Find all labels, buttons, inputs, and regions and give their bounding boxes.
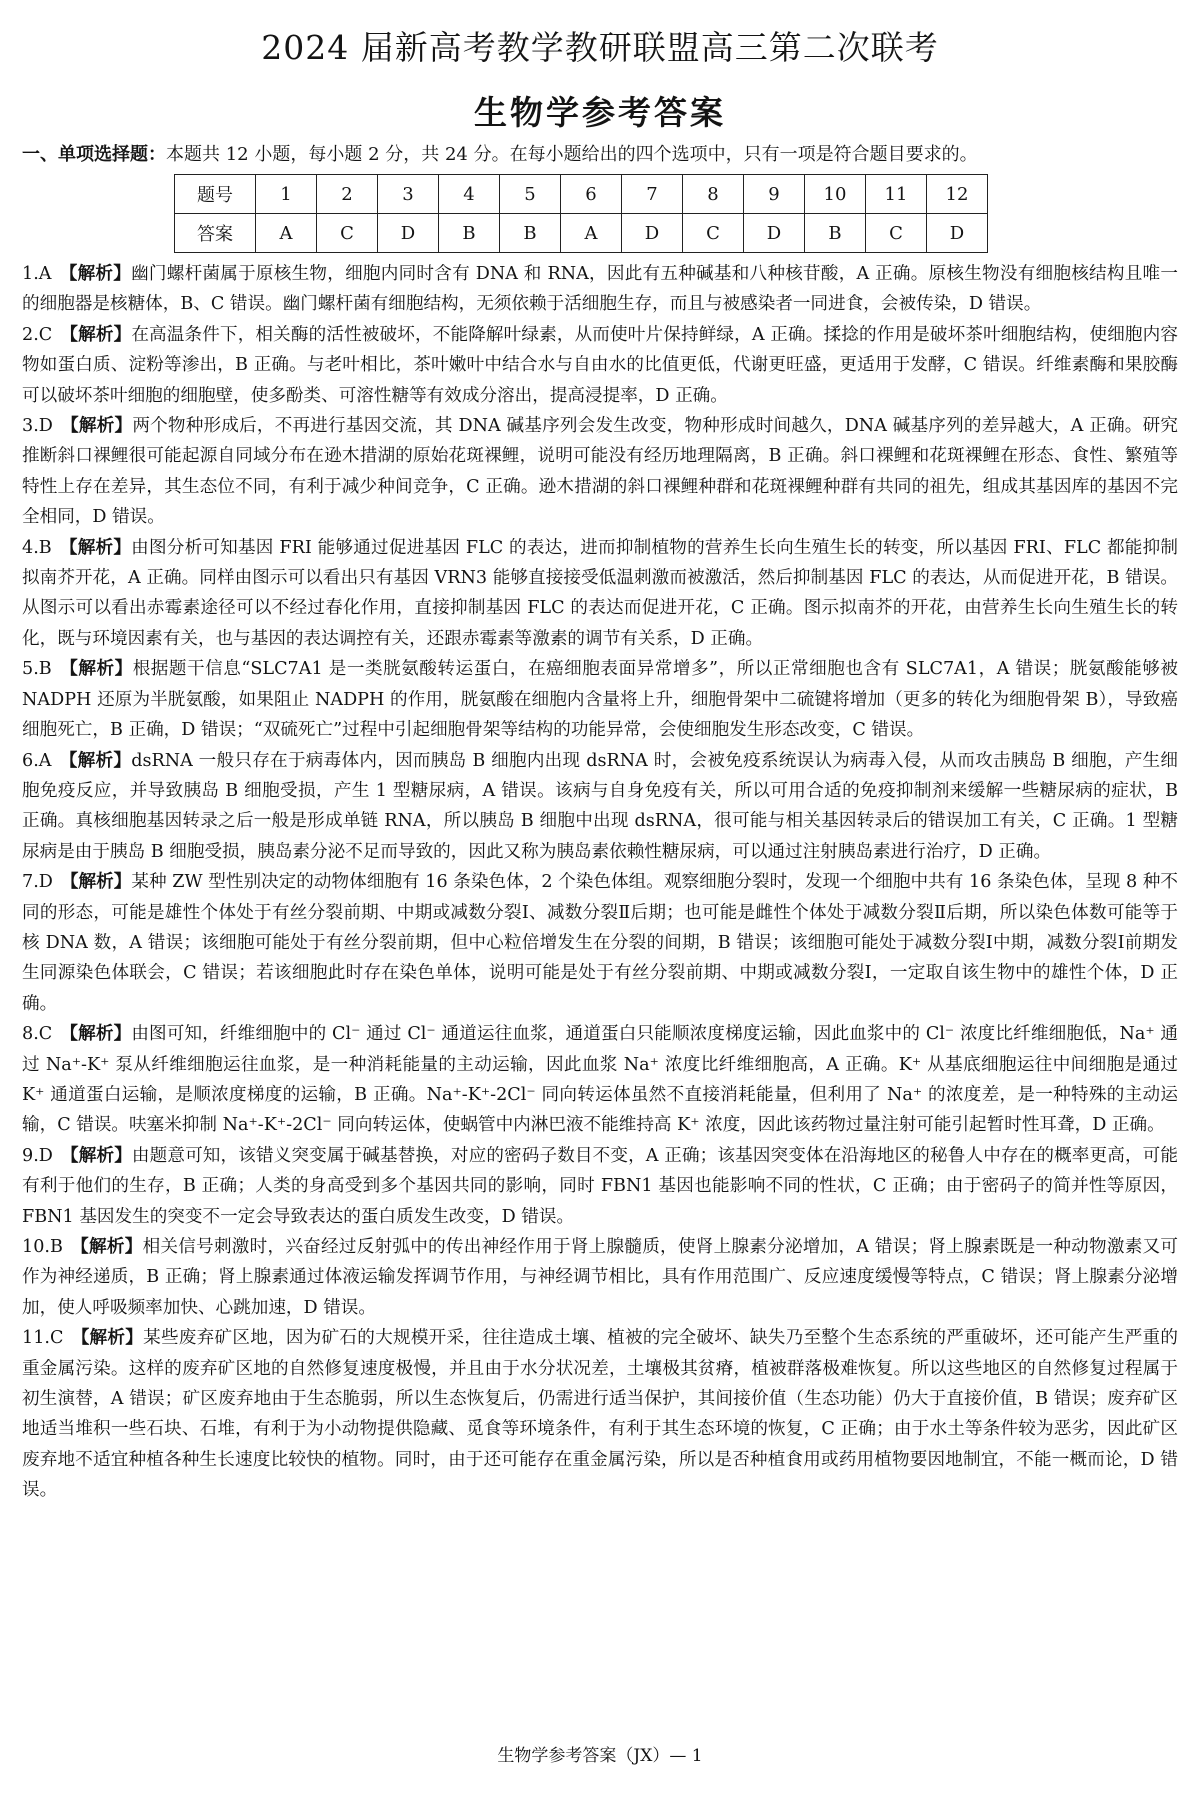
analysis-tag: 【解析】 (59, 750, 132, 771)
page-footer: 生物学参考答案（JX）— 1 (497, 1746, 703, 1766)
question-number: 1 (256, 175, 317, 214)
question-number: 7 (622, 175, 683, 214)
section-label: 一、单项选择题： (22, 144, 166, 165)
analysis-tag: 【解析】 (71, 1328, 144, 1349)
item-text: 某些废弃矿区地，因为矿石的大规模开采，往往造成土壤、植被的完全破坏、缺失乃至整个生态系统的严重破坏，还可能产生严重的重金属污染。这样的废弃矿区地的自然修复速度极慢，并且由于水分状况差，土壤极其贫瘠，植被群落极难恢复。所以这些地区的自然修复过程属于初生演替，A 错误；矿区废弃地由于生态脆弱，所以生态恢复后，仍需进行适当保护，其间接价值（生态功能）仍大于直接价值，B 错误；废弃矿区地适当堆积一些石块、石堆，有利于为小动物提供隐藏、觅食等环境条件，有利于其生态环境的恢复，C 正确；由于水土等条件较为恶劣，因此矿区废弃地不适宜种植各种生长速度比较快的植物。同时，由于还可能存在重金属污染，所以是否种植食用或药用植物要因地制宜，不能一概而论，D 错误。 (22, 1328, 1178, 1501)
explanation-item (22, 867, 1178, 1019)
item-number: 3.D (22, 416, 53, 437)
analysis-tag: 【解析】 (60, 872, 132, 893)
item-number: 8.C (22, 1024, 53, 1045)
row-label-numbers: 题号 (175, 175, 256, 214)
item-number: 10.B (22, 1237, 63, 1257)
answer-cell: A (256, 214, 317, 253)
analysis-tag: 【解析】 (60, 416, 133, 437)
answer-cell: D (927, 214, 988, 253)
question-number: 9 (744, 175, 805, 214)
item-text: 由图分析可知基因 FRI 能够通过促进基因 FLC 的表达，进而抑制植物的营养生长向生殖生长的转变，所以基因 FRI、FLC 都能抑制拟南芥开花，A 正确。同样由图示可以看出只有基因 VRN3 能够直接接受低温刺激而被激活，然后抑制基因 FLC 的表达，从而促进开花，B 错误。从图示可以看出赤霉素途径可以不经过春化作用，直接抑制基因 FLC 的表达而促进开花，C 正确。图示拟南芥的开花，由营养生长向生殖生长的转化，既与环境因素有关，也与基因的表达调控有关，还跟赤霉素等激素的调节有关系，D 正确。 (22, 537, 1178, 649)
explanation-item (22, 746, 1178, 868)
page-title: 2024 届新高考教学教研联盟高三第二次联考 (261, 28, 939, 67)
explanation-item (22, 1323, 1178, 1505)
analysis-tag: 【解析】 (60, 1145, 132, 1166)
item-number: 2.C (22, 324, 53, 345)
item-text: 由题意可知，该错义突变属于碱基替换，对应的密码子数目不变，A 正确；该基因突变体在沿海地区的秘鲁人中存在的概率更高，可能有利于他们的生存，B 正确；人类的身高受到多个基因共同的影响，同时 FBN1 基因也能影响不同的性状，C 正确；由于密码子的简并性等原因，FBN1 基因发生的突变不一定会导致表达的蛋白质发生改变，D 错误。 (22, 1145, 1178, 1227)
item-text: 幽门螺杆菌属于原核生物，细胞内同时含有 DNA 和 RNA，因此有五种碱基和八种核苷酸，A 正确。原核生物没有细胞核结构且唯一的细胞器是核糖体，B、C 错误。幽门螺杆菌有细胞结构，无须依赖于活细胞生存，而且与被感染者一同进食，会被传染，D 错误。 (22, 264, 1178, 315)
question-number: 6 (561, 175, 622, 214)
explanation-item (22, 259, 1178, 320)
question-number: 11 (866, 175, 927, 214)
question-number: 12 (927, 175, 988, 214)
item-text: 在高温条件下，相关酶的活性被破坏，不能降解叶绿素，从而使叶片保持鲜绿，A 正确。揉捻的作用是破坏茶叶细胞结构，使细胞内容物如蛋白质、淀粉等渗出，B 正确。与老叶相比，茶叶嫩叶中结合水与自由水的比值更低，代谢更旺盛，更适用于发酵，C 错误。纤维素酶和果胶酶可以破坏茶叶细胞的细胞壁，使多酚类、可溶性糖等有效成分溶出，提高浸提率，D 正确。 (22, 324, 1178, 406)
explanation-item (22, 1141, 1178, 1232)
question-number: 8 (683, 175, 744, 214)
item-text: 两个物种形成后，不再进行基因交流，其 DNA 碱基序列会发生改变，物种形成时间越久，DNA 碱基序列的差异越大，A 正确。研究推断斜口裸鲤很可能起源自同域分布在逊木措湖的原始花斑裸鲤，说明可能没有经历地理隔离，B 正确。斜口裸鲤和花斑裸鲤在形态、食性、繁殖等特性上存在差异，其生态位不同，有利于减少种间竞争，C 正确。逊木措湖的斜口裸鲤种群和花斑裸鲤种群有共同的祖先，组成其基因库的基因不完全相同，D 错误。 (22, 416, 1178, 528)
section-heading (22, 142, 1178, 168)
answer-cell: D (622, 214, 683, 253)
item-number: 1.A (22, 264, 52, 284)
answer-cell: C (317, 214, 378, 253)
analysis-tag: 【解析】 (59, 659, 133, 680)
question-number: 3 (378, 175, 439, 214)
answer-table-row-numbers (175, 175, 988, 214)
item-text: 根据题干信息“SLC7A1 是一类胱氨酸转运蛋白，在癌细胞表面异常增多”，所以正常细胞也含有 SLC7A1，A 错误；胱氨酸能够被 NADPH 还原为半胱氨酸，如果阻止 NADPH 的作用，胱氨酸在细胞内含量将上升，细胞骨架中二硫键将增加（更多的转化为细胞骨架 B），导致癌细胞死亡，B 正确，D 错误；“双硫死亡”过程中引起细胞骨架等结构的功能异常，会使细胞发生形态改变，C 错误。 (22, 659, 1178, 741)
explanation-item (22, 1232, 1178, 1323)
answer-cell: A (561, 214, 622, 253)
answer-cell: D (378, 214, 439, 253)
question-number: 4 (439, 175, 500, 214)
analysis-tag: 【解析】 (70, 1237, 143, 1257)
item-text: 相关信号刺激时，兴奋经过反射弧中的传出神经作用于肾上腺髓质，使肾上腺素分泌增加，A 错误；肾上腺素既是一种动物激素又可作为神经递质，B 正确；肾上腺素通过体液运输发挥调节作用，与神经调节相比，具有作用范围广、反应速度缓慢等特点，C 错误；肾上腺素分泌增加，使人呼吸频率加快、心跳加速，D 错误。 (22, 1237, 1178, 1318)
item-number: 4.B (22, 537, 52, 558)
answer-cell: D (744, 214, 805, 253)
answer-cell: C (866, 214, 927, 253)
explanation-list (22, 259, 1178, 1506)
question-number: 2 (317, 175, 378, 214)
answer-table (174, 174, 988, 253)
item-number: 9.D (22, 1145, 53, 1166)
item-number: 5.B (22, 659, 52, 680)
explanation-item (22, 1019, 1178, 1141)
question-number: 5 (500, 175, 561, 214)
page-subtitle: 生物学参考答案 (474, 93, 726, 132)
explanation-item (22, 533, 1178, 655)
analysis-tag: 【解析】 (59, 264, 132, 284)
item-number: 6.A (22, 750, 52, 771)
item-text: dsRNA 一般只存在于病毒体内，因而胰岛 B 细胞内出现 dsRNA 时，会被免疫系统误认为病毒入侵，从而攻击胰岛 B 细胞，产生细胞免疫反应，并导致胰岛 B 细胞受损，产生 1 型糖尿病，A 错误。该病与自身免疫有关，所以可用合适的免疫抑制剂来缓解一些糖尿病的症状，B 正确。真核细胞基因转录之后一般是形成单链 RNA，所以胰岛 B 细胞中出现 dsRNA，很可能与相关基因转录后的错误加工有关，C 正确。1 型糖尿病是由于胰岛 B 细胞受损，胰岛素分泌不足而导致的，因此又称为胰岛素依赖性糖尿病，可以通过注射胰岛素进行治疗，D 正确。 (22, 750, 1178, 862)
answer-cell: C (683, 214, 744, 253)
item-number: 7.D (22, 872, 53, 893)
analysis-tag: 【解析】 (60, 1024, 132, 1045)
explanation-item (22, 320, 1178, 411)
explanation-item (22, 411, 1178, 533)
section-instruction: 本题共 12 小题，每小题 2 分，共 24 分。在每小题给出的四个选项中，只有一项是符合题目要求的。 (166, 144, 978, 165)
answer-table-row-answers (175, 214, 988, 253)
row-label-answers: 答案 (175, 214, 256, 253)
explanation-item (22, 654, 1178, 745)
analysis-tag: 【解析】 (59, 537, 132, 558)
answer-cell: B (500, 214, 561, 253)
item-text: 由图可知，纤维细胞中的 Cl⁻ 通过 Cl⁻ 通道运往血浆，通道蛋白只能顺浓度梯度运输，因此血浆中的 Cl⁻ 浓度比纤维细胞低，Na⁺ 通过 Na⁺-K⁺ 泵从纤维细胞运往血浆，是一种消耗能量的主动运输，因此血浆 Na⁺ 浓度比纤维细胞高，A 正确。K⁺ 从基底细胞运往中间细胞是通过 K⁺ 通道蛋白运输，是顺浓度梯度的运输，B 正确。Na⁺-K⁺-2Cl⁻ 同向转运体虽然不直接消耗能量，但利用了 Na⁺ 的浓度差，是一种特殊的主动运输，C 错误。呋塞米抑制 Na⁺-K⁺-2Cl⁻ 同向转运体，使蜗管中内淋巴液不能维持高 K⁺ 浓度，因此该药物过量注射可能引起暂时性耳聋，D 正确。 (22, 1024, 1178, 1136)
answer-cell: B (805, 214, 866, 253)
item-text: 某种 ZW 型性别决定的动物体细胞有 16 条染色体，2 个染色体组。观察细胞分裂时，发现一个细胞中共有 16 条染色体，呈现 8 种不同的形态，可能是雄性个体处于有丝分裂前期、中期或减数分裂Ⅰ、减数分裂Ⅱ后期；也可能是雌性个体处于减数分裂Ⅱ后期，所以染色体数可能等于核 DNA 数，A 错误；该细胞可能处于有丝分裂前期，但中心粒倍增发生在分裂的间期，B 错误；该细胞可能处于减数分裂Ⅰ中期，减数分裂Ⅰ前期发生同源染色体联会，C 错误；若该细胞此时存在染色单体，说明可能是处于有丝分裂前期、中期或减数分裂Ⅰ，一定取自该生物中的雄性个体，D 正确。 (22, 872, 1178, 1014)
analysis-tag: 【解析】 (60, 324, 132, 345)
answer-cell: B (439, 214, 500, 253)
question-number: 10 (805, 175, 866, 214)
item-number: 11.C (22, 1328, 64, 1349)
